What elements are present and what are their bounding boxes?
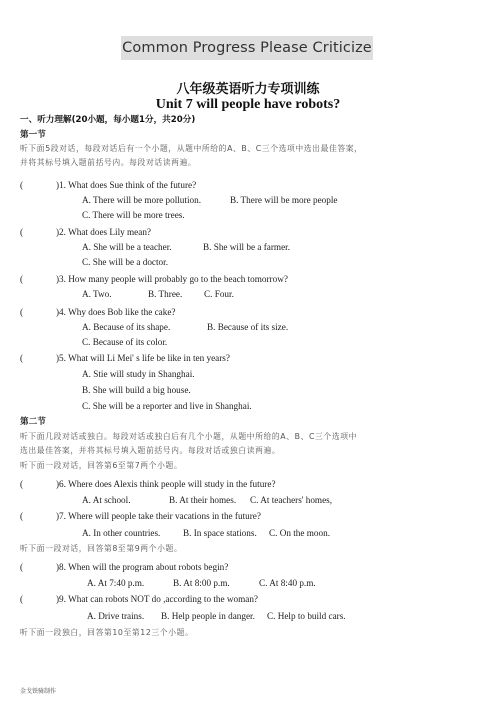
section2-instruction: 听下面几段对话或独白。每段对话或独白后有几个小题，从题中所给的A、B、C三个选项中 (20, 432, 358, 441)
section1-instruction: 听下面5段对话，每段对话后有一个小题，从题中所给的A、B、C三个选项中选出最佳答案， (20, 144, 363, 153)
question-text: )9. What can robots NOT do ,according to the woman? (56, 594, 258, 604)
section2-subinstruction: 听下面一段对话，回答第6至第7两个小题。 (20, 461, 183, 470)
option-c: C. She will be a reporter and live in Shanghai. (82, 401, 252, 411)
option-a: A. At 7:40 p.m. (87, 578, 145, 588)
option-a: A. Because of its shape. (82, 322, 171, 332)
section2-subinstruction: 听下面一段独白，回答第10至第12三个小题。 (20, 628, 194, 637)
question-4-options (82, 336, 478, 348)
question-5 (20, 352, 478, 364)
question-text: )5. What will Li Mei' s life be like in ten years? (56, 353, 230, 363)
question-1-options (82, 194, 478, 206)
option-c: C. At 8:40 p.m. (259, 578, 316, 588)
answer-bracket[interactable]: ( (20, 227, 24, 237)
option-a: A. There will be more pollution. (82, 195, 201, 205)
answer-bracket[interactable]: ( (20, 479, 24, 489)
answer-bracket[interactable]: ( (20, 180, 24, 190)
document-title: 八年级英语听力专项训练 (176, 82, 320, 97)
question-text: )8. When will the program about robots begin? (56, 562, 229, 572)
question-8-options (87, 577, 478, 589)
question-text: )1. What does Sue think of the future? (56, 180, 197, 190)
question-4 (20, 306, 478, 318)
section2-instruction: 选出最佳答案，并将其标号填入题前括号内。每段对话或独白读两遍。 (20, 446, 281, 455)
part-heading: 一、听力理解(20小题，每小题1分，共20分) (20, 115, 196, 125)
section2-heading: 第二节 (20, 417, 46, 427)
option-a: A. Two. (82, 289, 112, 299)
answer-bracket[interactable]: ( (20, 511, 24, 521)
watermark-banner: Common Progress Please Criticize (121, 36, 373, 60)
answer-bracket[interactable]: ( (20, 274, 24, 284)
question-3 (20, 273, 478, 285)
answer-bracket[interactable]: ( (20, 353, 24, 363)
question-9 (20, 593, 478, 605)
question-text: )2. What does Lily mean? (56, 227, 151, 237)
question-4-options (82, 321, 478, 333)
question-2 (20, 226, 478, 238)
option-b: B. At 8:00 p.m. (173, 578, 230, 588)
option-a: A. Drive trains. (87, 611, 145, 621)
option-c: C. There will be more trees. (82, 210, 185, 220)
question-text: )7. Where will people take their vacations in the future? (56, 511, 261, 521)
question-5-options (82, 384, 478, 396)
question-2-options (82, 256, 478, 268)
document-subtitle: Unit 7 will people have robots? (155, 97, 341, 112)
option-c: C. She will be a doctor. (82, 257, 168, 267)
option-a: A. In other countries. (82, 528, 161, 538)
question-9-options (87, 610, 478, 622)
footer-credit: 金戈铁骑制作 (20, 688, 57, 695)
option-a: A. Stie will study in Shanghai. (82, 369, 195, 379)
question-5-options (82, 368, 478, 380)
option-c: C. Because of its color. (82, 337, 168, 347)
option-b: B. She will build a big house. (82, 385, 191, 395)
question-3-options (82, 288, 478, 300)
option-b: B. She will be a farmer. (203, 242, 291, 252)
question-8 (20, 561, 478, 573)
option-b: B. Because of its size. (207, 322, 289, 332)
question-text: )6. Where does Alexis think people will study in the future? (56, 479, 276, 489)
option-c: C. On the moon. (269, 528, 330, 538)
question-text: )3. How many people will probably go to the beach tomorrow? (56, 274, 288, 284)
option-a: A. She will be a teacher. (82, 242, 172, 252)
question-1 (20, 179, 478, 191)
option-a: A. At school. (82, 495, 131, 505)
option-c: C. Help to build cars. (267, 611, 346, 621)
option-c: C. At teachers' homes, (250, 495, 333, 505)
option-b: B. At their homes. (169, 495, 237, 505)
question-7 (20, 510, 478, 522)
section2-subinstruction: 听下面一段对话，回答第8至第9两个小题。 (20, 544, 183, 553)
option-b: B. There will be more people (230, 195, 338, 205)
question-6-options (82, 494, 478, 506)
question-2-options (82, 241, 478, 253)
question-7-options (82, 527, 478, 539)
option-b: B. Help people in danger. (161, 611, 255, 621)
option-b: B. Three. (148, 289, 183, 299)
question-1-options (82, 209, 478, 221)
section1-instruction: 并将其标号填入题前括号内。每段对话读两遍。 (20, 158, 197, 167)
option-b: B. In space stations. (183, 528, 257, 538)
section1-heading: 第一节 (20, 130, 46, 140)
option-c: C. Four. (204, 289, 234, 299)
question-text: )4. Why does Bob like the cake? (56, 307, 176, 317)
answer-bracket[interactable]: ( (20, 562, 24, 572)
answer-bracket[interactable]: ( (20, 594, 24, 604)
question-6 (20, 478, 478, 490)
question-5-options (82, 400, 478, 412)
answer-bracket[interactable]: ( (20, 307, 24, 317)
